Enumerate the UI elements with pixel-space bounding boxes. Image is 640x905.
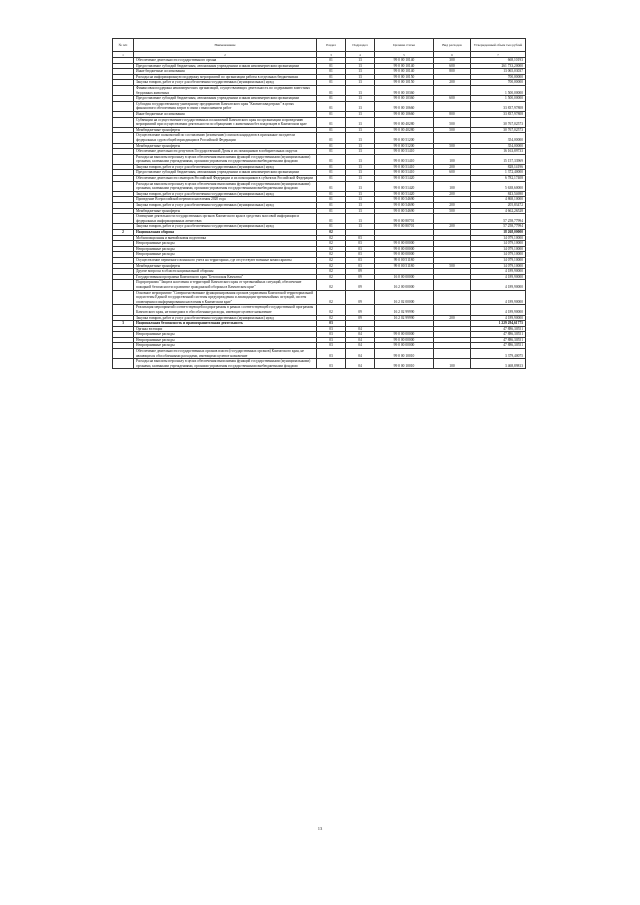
row-name: Обеспечение деятельности государственных органов власти (государственных органов) Камчатского края, не являющихся обособленными расходами, имеющими целевое назначение — [134, 349, 317, 359]
row-amount: 354,00000 — [471, 133, 526, 143]
row-expense-type — [434, 133, 471, 143]
row-amount: 15 157,33969 — [471, 154, 526, 164]
row-target-article: 99 0 00 54690 — [375, 203, 434, 209]
row-razdel: 02 — [317, 235, 346, 241]
row-target-article: 99 0 00 00000 — [375, 246, 434, 252]
row-razdel: 01 — [317, 111, 346, 117]
row-target-article: 16 2 02 99990 — [375, 315, 434, 321]
row-razdel: 01 — [317, 164, 346, 170]
row-name: Субсидия государственному унитарному предприятию Камчатского края "Камчатсквадотранс" в целях финансового обеспечения затрат в связи с выполнением работ — [134, 101, 317, 111]
row-expense-type: 200 — [434, 203, 471, 209]
row-expense-type: 200 — [434, 164, 471, 170]
row-target-article: 99 0 00 00000 — [375, 343, 434, 349]
row-razdel: 01 — [317, 133, 346, 143]
row-expense-type: 500 — [434, 117, 471, 127]
row-expense-type — [434, 214, 471, 224]
row-name: Непрограммные расходы — [134, 343, 317, 349]
row-razdel: 01 — [317, 176, 346, 182]
column-number: 5 — [375, 52, 434, 58]
table-row — [113, 349, 526, 359]
row-name: Межбюджетные трансферты — [134, 208, 317, 214]
row-razdel: 01 — [317, 143, 346, 149]
row-amount: 1 500,00000 — [471, 85, 526, 95]
row-number — [113, 349, 134, 359]
row-expense-type: 600 — [434, 63, 471, 69]
row-amount: 47 886,30551 — [471, 332, 526, 338]
row-razdel: 02 — [317, 290, 346, 305]
row-razdel: 02 — [317, 280, 346, 290]
row-podrazdel: 04 — [346, 337, 375, 343]
row-name: Закупка товаров, работ и услуг для обеспечения государственных (муниципальных) нужд — [134, 315, 317, 321]
row-target-article: 16 2 00 00000 — [375, 280, 434, 290]
row-target-article: 99 0 00 51200 — [375, 133, 434, 143]
table-row — [113, 181, 526, 191]
row-razdel: 03 — [317, 326, 346, 332]
header-target-article: Целевая статья — [375, 39, 434, 52]
row-name: Мобилизационная и вневойсковая подготовка — [134, 235, 317, 241]
row-name: Закупка товаров, работ и услуг для обеспечения государственных (муниципальных) нужд — [134, 80, 317, 86]
row-name: Иные бюджетные ассигнования — [134, 69, 317, 75]
row-razdel: 01 — [317, 208, 346, 214]
budget-table — [112, 38, 526, 369]
row-podrazdel: 13 — [346, 181, 375, 191]
row-name: Непрограммные расходы — [134, 332, 317, 338]
row-name: Другие вопросы в области национальной обороны — [134, 269, 317, 275]
row-name: Государственная программа Камчатского края "Безопасная Камчатка" — [134, 274, 317, 280]
table-row — [113, 85, 526, 95]
row-target-article: 99 0 00 51420 — [375, 176, 434, 182]
row-name: Органы юстиции — [134, 326, 317, 332]
row-name: Обеспечение деятельности сенаторов Российской Федерации и их помощников в субъектах Российской Федерации — [134, 176, 317, 182]
row-target-article: 99 0 00 10150 — [375, 74, 434, 80]
row-target-article: 16 2 02 00000 — [375, 290, 434, 305]
row-target-article: 99 0 00 10140 — [375, 58, 434, 64]
row-name: Субвенции на осуществление государственных полномочий Камчатского края по организации и проведению мероприятий при осуществлении деятельности по обращению с животными без владельцев в Камчатском крае — [134, 117, 317, 127]
row-target-article: 99 0 00 80701 — [375, 214, 434, 224]
row-expense-type: 500 — [434, 127, 471, 133]
row-amount: 3 468,89813 — [471, 359, 526, 369]
column-number: 6 — [434, 52, 471, 58]
row-number — [113, 154, 134, 164]
row-razdel: 02 — [317, 241, 346, 247]
row-expense-type: 200 — [434, 224, 471, 230]
row-name: Расходы на информационную поддержку мероприятий по организации работы в отдельных бюджетниках — [134, 74, 317, 80]
row-expense-type: 100 — [434, 359, 471, 369]
row-target-article: 99 0 00 00000 — [375, 241, 434, 247]
row-podrazdel: 13 — [346, 224, 375, 230]
row-razdel: 01 — [317, 154, 346, 164]
row-name: Освещение деятельности государственных органов Камчатского края в средствах массовой информации и федеральных информационных агентствах — [134, 214, 317, 224]
row-number — [113, 181, 134, 191]
row-name: Иные бюджетные ассигнования — [134, 111, 317, 117]
row-expense-type: 800 — [434, 111, 471, 117]
row-razdel: 02 — [317, 315, 346, 321]
row-razdel: 03 — [317, 349, 346, 359]
row-razdel: 03 — [317, 343, 346, 349]
row-razdel: 01 — [317, 203, 346, 209]
row-name: Расходы на выплаты персоналу в целях обеспечения выполнения функций государственными (муниципальными) органами, казенными учреждениями, органами управления государственными внебюджетными фондами — [134, 154, 317, 164]
row-name: Расходы на выплаты персоналу в целях обеспечения выполнения функций государственными (муниципальными) органами, казенными учреждениями, органами управления государственными внебюджетными фондами — [134, 181, 317, 191]
row-razdel: 01 — [317, 80, 346, 86]
row-expense-type — [434, 349, 471, 359]
row-podrazdel: 03 — [346, 235, 375, 241]
row-target-article: 99 0 00 51180 — [375, 257, 434, 263]
row-expense-type — [434, 290, 471, 305]
row-target-article: 99 0 00 51410 — [375, 164, 434, 170]
row-podrazdel: 03 — [346, 252, 375, 258]
row-amount: 4 189,90000 — [471, 315, 526, 321]
row-number — [113, 280, 134, 290]
row-razdel: 02 — [317, 269, 346, 275]
row-target-article: 99 0 00 51200 — [375, 143, 434, 149]
row-amount: 57 258,77994 — [471, 214, 526, 224]
row-amount: 261 733,20000 — [471, 63, 526, 69]
row-target-article: 99 0 00 40280 — [375, 127, 434, 133]
row-name: Предоставление субсидий бюджетным, автономным учреждениям и иным некоммерческим организациям — [134, 63, 317, 69]
row-amount: 4 189,90000 — [471, 305, 526, 315]
row-expense-type: 600 — [434, 96, 471, 102]
row-amount: 14 079,10000 — [471, 246, 526, 252]
row-podrazdel: 13 — [346, 170, 375, 176]
row-expense-type: 200 — [434, 80, 471, 86]
row-name: Национальная оборона — [134, 230, 317, 236]
table-row — [113, 117, 526, 127]
row-podrazdel: 03 — [346, 257, 375, 263]
row-podrazdel: 13 — [346, 74, 375, 80]
header-expense-type: Вид расходов — [434, 39, 471, 52]
row-amount: 4 868,10000 — [471, 197, 526, 203]
row-target-article: 99 0 00 00000 — [375, 332, 434, 338]
row-amount: 4 189,90000 — [471, 290, 526, 305]
row-expense-type — [434, 101, 471, 111]
row-amount: 4 189,90000 — [471, 280, 526, 290]
row-name: Межбюджетные трансферты — [134, 263, 317, 269]
row-target-article: 99 0 00 10660 — [375, 101, 434, 111]
row-razdel: 02 — [317, 257, 346, 263]
row-name: Непрограммные расходы — [134, 241, 317, 247]
row-amount: 205,83472 — [471, 203, 526, 209]
row-podrazdel: 13 — [346, 191, 375, 197]
row-razdel: 01 — [317, 85, 346, 95]
row-podrazdel: 13 — [346, 63, 375, 69]
row-number — [113, 85, 134, 95]
row-number — [113, 133, 134, 143]
row-podrazdel: 13 — [346, 96, 375, 102]
row-podrazdel: 13 — [346, 80, 375, 86]
row-razdel: 02 — [317, 230, 346, 236]
row-podrazdel: 09 — [346, 280, 375, 290]
row-name: Закупка товаров, работ и услуг для обеспечения государственных (муниципальных) нужд — [134, 203, 317, 209]
row-name: Осуществление полномочий по составлению (изменению) списков кандидатов в присяжные заседатели федеральных судов общей юрисдикции в Российской Федерации — [134, 133, 317, 143]
row-name: Осуществление первичного воинского учета на территориях, где отсутствуют военные комиссариаты — [134, 257, 317, 263]
row-target-article: 16 0 00 00000 — [375, 274, 434, 280]
row-target-article: 99 0 00 10140 — [375, 69, 434, 75]
row-target-article: 99 0 00 51410 — [375, 154, 434, 164]
row-name: Межбюджетные трансферты — [134, 127, 317, 133]
row-razdel: 01 — [317, 58, 346, 64]
row-expense-type: 600 — [434, 170, 471, 176]
row-name: Закупка товаров, работ и услуг для обеспечения государственных (муниципальных) нужд — [134, 164, 317, 170]
row-target-article: 99 0 00 54690 — [375, 208, 434, 214]
row-amount: 47 886,30551 — [471, 326, 526, 332]
row-podrazdel: 13 — [346, 143, 375, 149]
row-podrazdel: 04 — [346, 343, 375, 349]
row-amount: 354,00000 — [471, 143, 526, 149]
row-amount: 14 079,10000 — [471, 241, 526, 247]
row-amount: 30 767,02573 — [471, 127, 526, 133]
row-expense-type — [434, 85, 471, 95]
row-name: Расходы на выплаты персоналу в целях обеспечения выполнения функций государственными (муниципальными) органами, казенными учреждениями, органами управления государственными внебюджетными фондами — [134, 359, 317, 369]
table-row — [113, 280, 526, 290]
row-target-article: 99 0 00 51420 — [375, 191, 434, 197]
row-target-article: 99 0 00 00000 — [375, 252, 434, 258]
row-razdel: 02 — [317, 246, 346, 252]
row-amount: 14 079,10000 — [471, 235, 526, 241]
row-podrazdel: 04 — [346, 349, 375, 359]
table-body — [113, 58, 526, 369]
row-amount: 6 782,17408 — [471, 176, 526, 182]
header-name: Наименование — [134, 39, 317, 52]
row-razdel: 01 — [317, 117, 346, 127]
row-amount: 18 268,00000 — [471, 230, 526, 236]
row-amount: 668,10193 — [471, 58, 526, 64]
row-podrazdel: 04 — [346, 326, 375, 332]
row-razdel: 01 — [317, 63, 346, 69]
row-podrazdel: 13 — [346, 101, 375, 111]
row-amount: 3 379,40075 — [471, 349, 526, 359]
row-podrazdel: 04 — [346, 359, 375, 369]
row-amount: 1 229 294,61775 — [471, 321, 526, 327]
row-expense-type: 500 — [434, 208, 471, 214]
column-number: 3 — [317, 52, 346, 58]
row-amount: 4 189,90000 — [471, 269, 526, 275]
row-number: 3 — [113, 321, 134, 327]
header-podrazdel: Подраздел — [346, 39, 375, 52]
header-num: № п/п — [113, 39, 134, 52]
row-target-article: 99 0 00 10140 — [375, 63, 434, 69]
row-amount: 30 767,02573 — [471, 117, 526, 127]
row-podrazdel: 13 — [346, 149, 375, 155]
row-razdel: 01 — [317, 74, 346, 80]
row-amount: 1 372,40000 — [471, 170, 526, 176]
row-amount: 5 638,60000 — [471, 181, 526, 191]
row-podrazdel: 13 — [346, 58, 375, 64]
table-row — [113, 101, 526, 111]
row-name: Предоставление субсидий бюджетным, автономным учреждениям и иным некоммерческим организациям — [134, 170, 317, 176]
row-amount: 14 079,10000 — [471, 252, 526, 258]
row-name: Закупка товаров, работ и услуг для обеспечения государственных (муниципальных) нужд — [134, 224, 317, 230]
row-razdel: 01 — [317, 191, 346, 197]
row-amount: 700,00000 — [471, 80, 526, 86]
table-row — [113, 305, 526, 315]
row-amount: 1 500,00000 — [471, 96, 526, 102]
row-amount: 33 837,97808 — [471, 101, 526, 111]
row-podrazdel: 13 — [346, 154, 375, 164]
header-amount: Утвержденный объем тыс.рублей — [471, 39, 526, 52]
row-podrazdel: 13 — [346, 214, 375, 224]
row-name: Национальная безопасность и правоохранительная деятельность — [134, 321, 317, 327]
row-razdel: 03 — [317, 359, 346, 369]
row-podrazdel: 09 — [346, 305, 375, 315]
row-number — [113, 305, 134, 315]
row-podrazdel: 03 — [346, 241, 375, 247]
row-podrazdel: 13 — [346, 176, 375, 182]
row-name: Реализация мероприятий соответствующей подпрограммы в рамках соответствующей государственной программы Камчатского края, не вошедших в обособленные расходы, имеющие целевое назначение — [134, 305, 317, 315]
row-target-article: 99 0 00 10660 — [375, 111, 434, 117]
table-row — [113, 214, 526, 224]
column-number: 7 — [471, 52, 526, 58]
row-expense-type: 100 — [434, 181, 471, 191]
row-podrazdel: 09 — [346, 290, 375, 305]
row-expense-type — [434, 280, 471, 290]
row-target-article: 99 0 00 10010 — [375, 359, 434, 369]
column-number: 2 — [134, 52, 317, 58]
row-target-article: 16 2 02 99990 — [375, 305, 434, 315]
row-razdel: 03 — [317, 337, 346, 343]
row-amount: 4 189,90000 — [471, 274, 526, 280]
row-amount: 14 079,10000 — [471, 257, 526, 263]
row-name: Закупка товаров, работ и услуг для обеспечения государственных (муниципальных) нужд — [134, 191, 317, 197]
row-target-article: 99 0 00 51410 — [375, 170, 434, 176]
column-number: 4 — [346, 52, 375, 58]
row-name: Непрограммные расходы — [134, 337, 317, 343]
row-number — [113, 359, 134, 369]
row-amount: 13 065,03037 — [471, 69, 526, 75]
row-podrazdel: 13 — [346, 127, 375, 133]
row-amount: 843,54690 — [471, 191, 526, 197]
row-name: Непрограммные расходы — [134, 252, 317, 258]
row-expense-type: 100 — [434, 154, 471, 164]
row-razdel: 01 — [317, 149, 346, 155]
row-target-article: 99 0 00 80701 — [375, 224, 434, 230]
table-row — [113, 154, 526, 164]
row-razdel: 01 — [317, 127, 346, 133]
row-podrazdel: 13 — [346, 203, 375, 209]
row-razdel: 02 — [317, 274, 346, 280]
row-expense-type: 500 — [434, 263, 471, 269]
row-target-article: 99 0 00 51410 — [375, 149, 434, 155]
row-podrazdel: 09 — [346, 274, 375, 280]
row-razdel: 03 — [317, 321, 346, 327]
row-expense-type — [434, 305, 471, 315]
row-expense-type: 500 — [434, 143, 471, 149]
row-amount: 47 886,30551 — [471, 343, 526, 349]
row-name: Непрограммные расходы — [134, 246, 317, 252]
row-podrazdel: 13 — [346, 164, 375, 170]
row-podrazdel: 13 — [346, 117, 375, 127]
row-amount: 47 886,30551 — [471, 337, 526, 343]
row-podrazdel: 13 — [346, 208, 375, 214]
row-podrazdel: 04 — [346, 332, 375, 338]
row-podrazdel: 03 — [346, 246, 375, 252]
table-row — [113, 290, 526, 305]
table-row — [113, 359, 526, 369]
row-amount: 828,14196 — [471, 164, 526, 170]
row-podrazdel: 09 — [346, 315, 375, 321]
row-target-article: 99 0 00 10150 — [375, 80, 434, 86]
row-target-article: 99 0 00 10360 — [375, 96, 434, 102]
row-number — [113, 214, 134, 224]
row-amount: 16 163,89733 — [471, 149, 526, 155]
row-name: Проведение Всероссийской переписи населения 2020 года — [134, 197, 317, 203]
row-name: Подпрограмма "Защита населения и территорий Камчатского края от чрезвычайных ситуаций, обеспечение пожарной безопасности и развитие гражданской обороны в Камчатском крае" — [134, 280, 317, 290]
row-razdel: 02 — [317, 252, 346, 258]
row-expense-type: 800 — [434, 69, 471, 75]
row-podrazdel: 13 — [346, 197, 375, 203]
row-podrazdel: 03 — [346, 263, 375, 269]
row-podrazdel: 13 — [346, 69, 375, 75]
row-razdel: 03 — [317, 332, 346, 338]
row-target-article: 99 0 00 51420 — [375, 181, 434, 191]
column-number: 1 — [113, 52, 134, 58]
row-podrazdel: 13 — [346, 133, 375, 143]
table-header — [113, 39, 526, 58]
row-target-article: 99 0 00 54690 — [375, 197, 434, 203]
row-name: Межбюджетные трансферты — [134, 143, 317, 149]
row-target-article: 99 0 00 00000 — [375, 337, 434, 343]
row-name: Обеспечение деятельности государственного органа — [134, 58, 317, 64]
row-expense-type: 200 — [434, 191, 471, 197]
page-number: 13 — [317, 826, 323, 831]
row-razdel: 01 — [317, 96, 346, 102]
row-target-article: 99 0 00 40280 — [375, 117, 434, 127]
row-razdel: 01 — [317, 197, 346, 203]
row-expense-type: 200 — [434, 315, 471, 321]
row-razdel: 01 — [317, 101, 346, 111]
row-target-article: 99 0 00 51180 — [375, 263, 434, 269]
row-number — [113, 101, 134, 111]
row-name: Обеспечение деятельности депутатов Государственной Думы и их помощников в избирательных округах — [134, 149, 317, 155]
row-razdel: 02 — [317, 305, 346, 315]
row-amount: 4 662,26528 — [471, 208, 526, 214]
row-target-article: 99 0 00 10010 — [375, 349, 434, 359]
row-amount: 33 837,97808 — [471, 111, 526, 117]
row-razdel: 01 — [317, 170, 346, 176]
row-name: Основное мероприятие "Совершенствование функционирования органов управления Камчатской территориальной подсистемы Единой государственной системы предупреждения и ликвидации чрезвычайных ситуаций, систем оповещения и информирования населения в Камчатском крае" — [134, 290, 317, 305]
row-razdel: 01 — [317, 214, 346, 224]
row-target-article: 99 0 00 10360 — [375, 85, 434, 95]
row-number — [113, 290, 134, 305]
row-razdel: 02 — [317, 263, 346, 269]
header-razdel: Раздел — [317, 39, 346, 52]
row-razdel: 01 — [317, 69, 346, 75]
row-number: 2 — [113, 230, 134, 236]
row-podrazdel: 09 — [346, 269, 375, 275]
row-razdel: 01 — [317, 181, 346, 191]
row-name: Финансовая поддержка некоммерческих организаций, осуществляющих деятельность по содержанию заместных бездомных животных — [134, 85, 317, 95]
row-podrazdel: 13 — [346, 111, 375, 117]
row-expense-type: 300 — [434, 58, 471, 64]
row-number — [113, 117, 134, 127]
row-amount: 700,00000 — [471, 74, 526, 80]
table-row — [113, 133, 526, 143]
row-amount: 57 258,77994 — [471, 224, 526, 230]
row-name: Предоставление субсидий бюджетным, автономным учреждениям и иным некоммерческим организациям — [134, 96, 317, 102]
row-razdel: 01 — [317, 224, 346, 230]
row-podrazdel: 13 — [346, 85, 375, 95]
row-amount: 14 079,10000 — [471, 263, 526, 269]
